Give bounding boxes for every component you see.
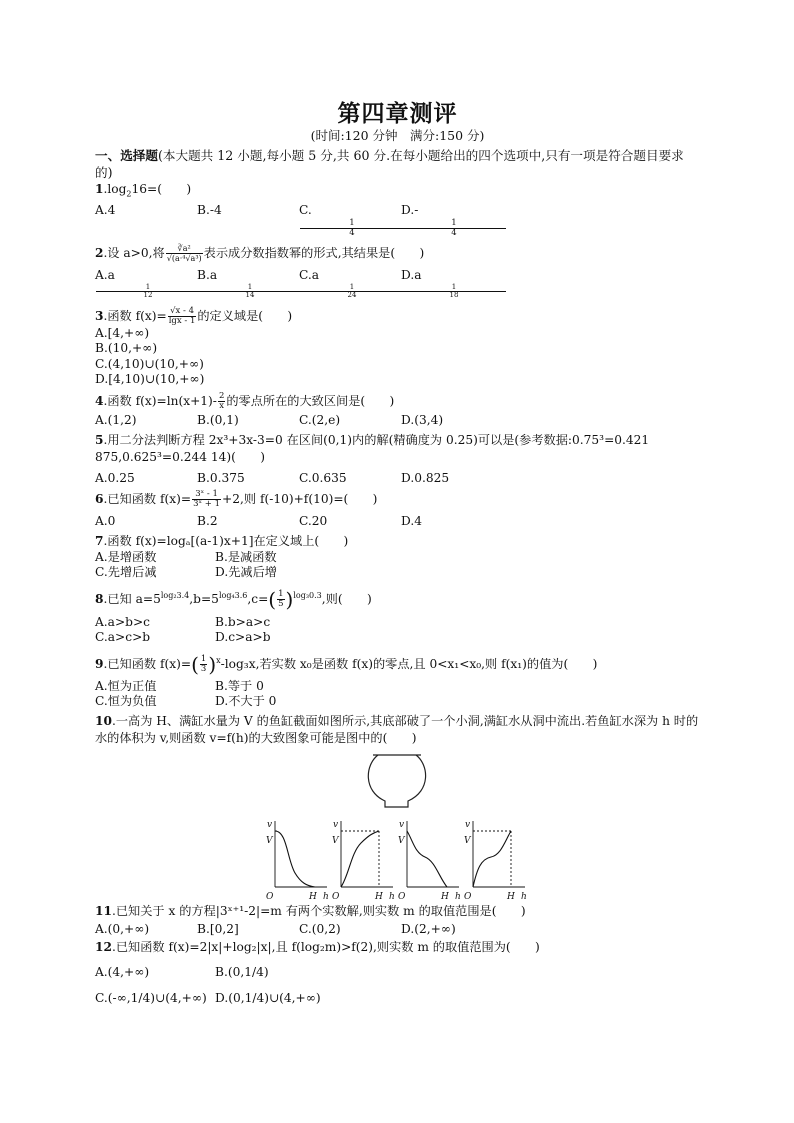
option-a[interactable]: A.(0,+∞) [95, 921, 150, 936]
option-d[interactable]: D.- $\frac{1}{4}$ [401, 202, 503, 238]
origin-label: O [332, 891, 340, 899]
graph-figure [95, 749, 700, 899]
question-1: $1.\log_216=$( ) [95, 182, 192, 199]
question-6: 6.已知函数 f(x)= $\frac{\text{3ˣ - 1}}{\text{3ˣ + 1}}$ +2,则 f(-10)+f(10)=( ) [95, 488, 378, 509]
option-b[interactable]: B.b>a>c [215, 614, 271, 629]
option-b[interactable]: B.(10,+∞) [95, 341, 158, 356]
section-instructions: (本大题共 12 小题,每小题 5 分,共 60 分.在每小题给出的四个选项中,只有一项是符合题目要求的) [95, 148, 684, 180]
question-8: 8.已知 $a=5^{log_23.4},b=5^{log_43.6},c=$( $\frac{1}{5}$ )$^{log_30.3}$,则( ) [95, 587, 372, 612]
axis-h-label: h [521, 891, 527, 899]
option-b[interactable]: B.2 [197, 513, 218, 528]
options-q4 [95, 412, 700, 429]
origin-label: O [464, 891, 472, 899]
question-7: 7.函数 f(x)=logₐ[(a-1)x+1]在定义域上( ) [95, 533, 349, 548]
question-5: 5.用二分法判断方程 2x³+3x-3=0 在区间(0,1)内的解(精确度为 0.25)可以是(参考数据:0.75³=0.421 875,0.625³=0.244 14)( ) [95, 432, 650, 464]
options-q3 [95, 326, 700, 388]
option-c[interactable]: C.a $^{\frac{1}{24}}$ [299, 267, 401, 304]
option-b[interactable]: B.(0,1/4) [215, 964, 269, 979]
option-d[interactable]: D.先减后增 [215, 565, 277, 580]
option-c[interactable]: C.(0,2) [299, 921, 341, 936]
options-q7 [95, 550, 700, 581]
origin-label: O [398, 891, 406, 899]
option-c[interactable]: C.(2,e) [299, 412, 341, 427]
option-a[interactable]: A.[4,+∞) [95, 325, 150, 340]
option-b[interactable]: B.等于 0 [215, 678, 264, 693]
options-q9 [95, 679, 700, 710]
option-a[interactable]: A.a $^{\frac{1}{12}}$ [95, 267, 197, 304]
axis-h-label: h [389, 891, 395, 899]
option-d[interactable]: D.不大于 0 [215, 694, 277, 709]
option-c[interactable]: C.(4,10)∪(10,+∞) [95, 356, 204, 371]
options-q8 [95, 615, 700, 646]
graph-c [407, 821, 459, 887]
option-d[interactable]: D.(0,1/4)∪(4,+∞) [215, 990, 321, 1005]
option-c[interactable]: C.(-∞,1/4)∪(4,+∞) [95, 990, 207, 1005]
page-title: 第四章测评 [337, 101, 458, 127]
question-9: 9.已知函数 f(x)=( $\frac{1}{3}$ )$^x$-log₃x,若实数 x₀是函数 f(x)的零点,且 0<x₁<x₀,则 f(x₁)的值为( ) [95, 652, 598, 677]
option-b[interactable]: B.0.375 [197, 470, 245, 485]
option-d[interactable]: D.(2,+∞) [401, 921, 456, 936]
option-c[interactable]: C.恒为负值 [95, 694, 157, 709]
axis-cap-h-label: H [375, 891, 383, 899]
option-a[interactable]: A.(1,2) [95, 412, 137, 427]
option-d[interactable]: D.[4,10)∪(10,+∞) [95, 372, 205, 387]
question-12: 12.已知函数 f(x)=2|x|+log₂|x|,且 f(log₂m)>f(2),则实数 m 的取值范围为( ) [95, 939, 540, 954]
option-b[interactable]: B.[0,2] [197, 921, 239, 936]
option-c[interactable]: C.0.635 [299, 470, 347, 485]
page-subtitle: (时间:120 分钟 满分:150 分) [310, 128, 485, 143]
option-c[interactable]: C.a>c>b [95, 630, 151, 645]
axis-cap-v-label: V [332, 835, 339, 846]
radical-fraction: $\frac{\text{∛a²}}{\text{√(a·⁴√a³)}}$ [166, 244, 202, 263]
option-d[interactable]: D.c>a>b [215, 630, 271, 645]
axis-h-label: h [323, 891, 329, 899]
option-a[interactable]: A.(4,+∞) [95, 964, 150, 979]
option-d[interactable]: D.4 [401, 513, 422, 528]
options-q5 [95, 470, 700, 487]
axis-cap-v-label: V [464, 835, 471, 846]
axis-v-label: v [333, 819, 339, 830]
question-10: 10.一高为 H、满缸水量为 V 的鱼缸截面如图所示,其底部破了一个小洞,满缸水从洞中流出.若鱼缸水深为 h 时的水的体积为 v,则函数 v=f(h)的大致图象可能是图中的( ) [95, 713, 699, 745]
axis-v-label: v [267, 819, 273, 830]
axis-cap-h-label: H [507, 891, 515, 899]
question-2: 2.设 a>0,将 $\frac{\text{∛a²}}{\text{√(a·⁴√a³)}}$ 表示成分数指数幂的形式,其结果是( ) [95, 244, 425, 263]
question-11: 11.已知关于 x 的方程|3ˣ⁺¹-2|=m 有两个实数解,则实数 m 的取值范围是( ) [95, 903, 526, 918]
exam-page [95, 98, 700, 1011]
options-q2 [95, 267, 700, 304]
option-d[interactable]: D.0.825 [401, 470, 450, 485]
graph-b [341, 821, 393, 887]
axis-cap-h-label: H [441, 891, 449, 899]
fish-tank-diagram [368, 755, 425, 807]
question-3: 3.函数 f(x)= $\frac{√x - 4}{\lg x - 1}$ 的定义域是( ) [95, 305, 293, 326]
option-d[interactable]: D.a $^{\frac{1}{18}}$ [401, 267, 503, 304]
section-header [95, 147, 700, 181]
option-b[interactable]: B.(0,1) [197, 412, 239, 427]
axis-v-label: v [465, 819, 471, 830]
question-4: 4.函数 f(x)=ln(x+1)- $\frac{2}{x}$ 的零点所在的大致区间是( ) [95, 390, 395, 411]
option-b[interactable]: B.a $^{\frac{1}{14}}$ [197, 267, 299, 304]
options-q1 [95, 202, 700, 238]
option-b[interactable]: B.-4 [197, 203, 222, 217]
option-a[interactable]: A.4 [95, 203, 116, 217]
graph-d [473, 821, 525, 887]
option-a[interactable]: A.0 [95, 513, 116, 528]
section-heading: 一、选择题 [95, 148, 158, 163]
axis-v-label: v [399, 819, 405, 830]
origin-label: O [266, 891, 274, 899]
option-c[interactable]: C.先增后减 [95, 565, 157, 580]
options-q6 [95, 513, 700, 530]
option-a[interactable]: A.0.25 [95, 470, 135, 485]
option-a[interactable]: A.a>b>c [95, 614, 150, 629]
options-q12 [95, 959, 700, 1011]
option-a[interactable]: A.是增函数 [95, 549, 157, 564]
figure-q10 [95, 749, 700, 929]
option-c[interactable]: C. $\frac{1}{4}$ [299, 202, 401, 238]
option-d[interactable]: D.(3,4) [401, 412, 444, 427]
axis-cap-v-label: V [398, 835, 405, 846]
graph-a [275, 821, 327, 887]
option-c[interactable]: C.20 [299, 513, 328, 528]
axis-cap-h-label: H [309, 891, 317, 899]
option-a[interactable]: A.恒为正值 [95, 678, 157, 693]
question-number: 1 [95, 182, 104, 196]
option-b[interactable]: B.是减函数 [215, 549, 277, 564]
axis-cap-v-label: V [266, 835, 273, 846]
axis-h-label: h [455, 891, 461, 899]
